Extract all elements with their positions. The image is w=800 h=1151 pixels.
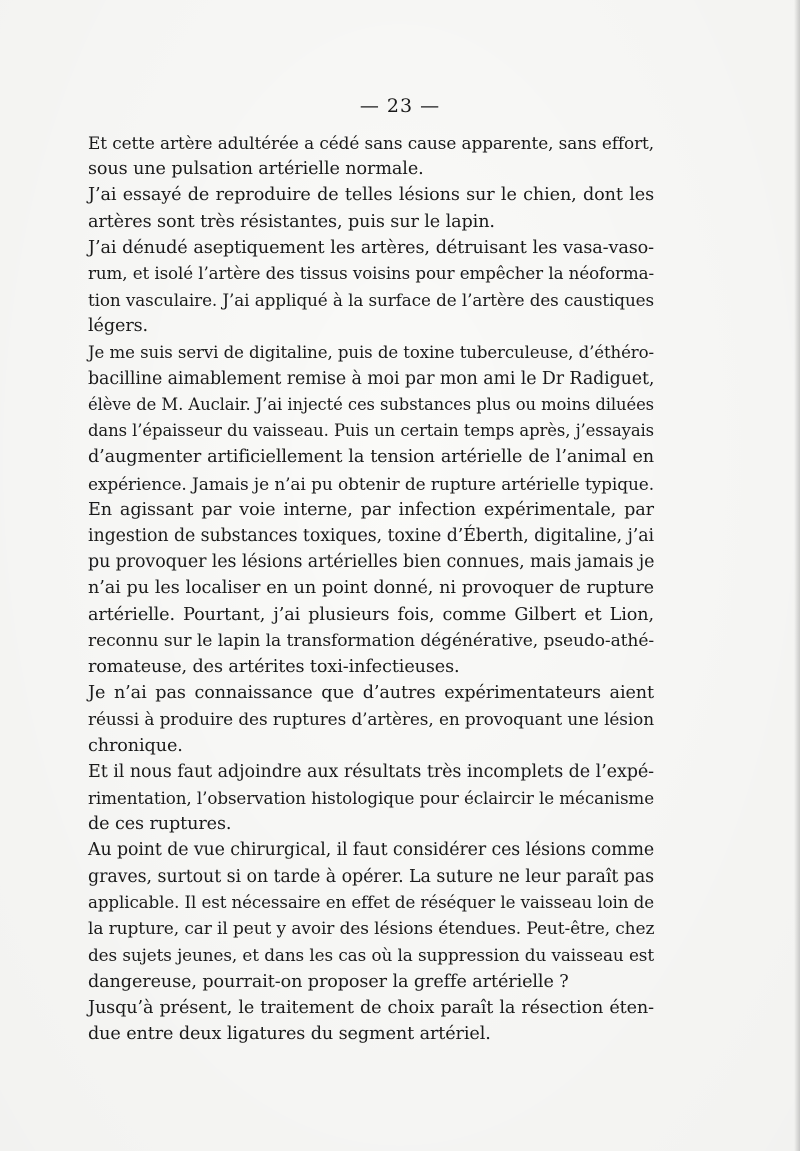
text-line: rum, et isolé l’artère des tissus voisins pour empêcher la néoforma- [88,264,654,284]
text-line: légers. [88,316,149,337]
text-line: reconnu sur le lapin la transformation dégénérative, pseudo-athé- [88,630,654,651]
text-line: d’augmenter artificiellement la tension artérielle de l’animal en [88,447,654,468]
text-line: pu provoquer les lésions artérielles bien connues, mais jamais je [88,552,655,573]
text-line: dangereuse, pourrait-on proposer la greffe artérielle ? [88,971,569,992]
text-line: Je me suis servi de digitaline, puis de toxine tuberculeuse, d’éthéro- [88,342,654,362]
text-line: n’ai pu les localiser en un point donné, ni provoquer de rupture [88,578,654,599]
text-line: Je n’ai pas connaissance que d’autres expérimentateurs aient [88,683,654,704]
text-line: la rupture, car il peut y avoir des lésions étendues. Peut-être, chez [88,919,655,940]
text-line: Jusqu’à présent, le traitement de choix paraît la résection éten- [88,997,654,1018]
text-line: expérience. Jamais je n’ai pu obtenir de rupture artérielle typique. [88,473,654,494]
body-text [88,130,654,1047]
text-line: Au point de vue chirurgical, il faut considérer ces lésions comme [88,840,655,861]
text-line: Et il nous faut adjoindre aux résultats très incomplets de l’expé- [88,761,654,782]
text-line: réussi à produire des ruptures d’artères, en provoquant une lésion [88,709,654,730]
page-number: — 23 — [359,95,441,117]
page-edge-shadow [794,0,800,1151]
text-line: ingestion de substances toxiques, toxine d’Éberth, digitaline, j’ai [88,526,654,547]
text-line: due entre deux ligatures du segment artériel. [88,1023,491,1044]
text-line: dans l’épaisseur du vaisseau. Puis un certain temps après, j’essayais [88,421,654,441]
text-line: sous une pulsation artérielle normale. [88,159,424,180]
text-line: élève de M. Auclair. J’ai injecté ces substances plus ou moins diluées [88,395,654,415]
text-line: graves, surtout si on tarde à opérer. La suture ne leur paraît pas [88,866,654,887]
text-line: J’ai dénudé aseptiquement les artères, détruisant les vasa-vaso- [88,237,654,258]
text-line: rimentation, l’observation histologique pour éclaircir le mécanisme [88,788,654,809]
text-line: Et cette artère adultérée a cédé sans cause apparente, sans effort, [88,133,654,153]
text-line: des sujets jeunes, et dans les cas où la suppression du vaisseau est [88,945,654,966]
text-line: applicable. Il est nécessaire en effet de réséquer le vaisseau loin de [88,892,654,912]
text-line: J’ai essayé de reproduire de telles lésions sur le chien, dont les [88,185,654,206]
text-line: artères sont très résistantes, puis sur le lapin. [88,211,495,232]
text-line: En agissant par voie interne, par infection expérimentale, par [88,499,654,520]
text-line: tion vasculaire. J’ai appliqué à la surface de l’artère des caustiques [88,290,654,311]
text-line: chronique. [88,735,183,756]
text-line: artérielle. Pourtant, j’ai plusieurs fois, comme Gilbert et Lion, [88,604,654,625]
text-line: de ces ruptures. [88,814,232,835]
text-line: bacilline aimablement remise à moi par mon ami le Dr Radiguet, [88,368,655,389]
text-line: romateuse, des artérites toxi-infectieuses. [88,657,460,678]
